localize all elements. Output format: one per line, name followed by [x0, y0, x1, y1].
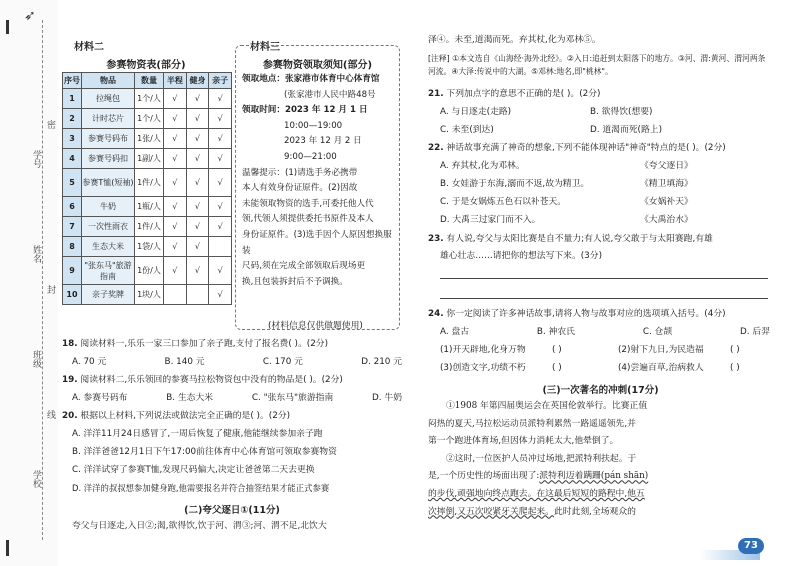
row-number: 3 [63, 129, 82, 149]
family-run-check: √ [209, 257, 232, 285]
half-marathon-check: √ [164, 149, 187, 169]
notice-line: 领取时间：2023 年 12 月 1 日 [242, 105, 368, 116]
notice-body [242, 72, 397, 290]
notice-line: 尺码,须在完成全部领取后现场更 [242, 261, 366, 272]
row-number: 10 [63, 285, 82, 305]
question-text: 下列加点字的意思不正确的是( )。(2分) [446, 89, 601, 99]
edge-bar [6, 20, 9, 34]
table-row [63, 217, 232, 237]
edge-bar [6, 540, 9, 556]
supplies-table [62, 72, 232, 305]
passage-line [428, 504, 773, 522]
school-label: 学校 [31, 470, 41, 488]
item-quantity: 1袋/人 [135, 237, 164, 257]
table-row [63, 237, 232, 257]
option-d[interactable]: D. 牛奶 [372, 393, 402, 403]
passage-line: 第一个跑进体育场,但因体力消耗太大,他晕倒了。 [428, 436, 619, 447]
answer-blank[interactable]: ( ) [552, 345, 562, 355]
answer-blank[interactable]: ( ) [730, 363, 740, 373]
passage-line: ②这时,一位医护人员冲过场地,把派特利扶起。于 [446, 453, 637, 464]
question-text: 有人说,夸父与太阳比赛是自不量力;有人说,夸父敢于与太阳赛跑,有雄 [446, 234, 713, 244]
col-header: 数量 [135, 73, 164, 89]
row-number: 4 [63, 149, 82, 169]
name-label: 姓名 [31, 245, 41, 263]
q19-options [72, 392, 402, 405]
passage-line [428, 468, 773, 486]
class-label: 班级 [31, 350, 41, 368]
passage-line: 闷热的夏天,马拉松运动员派特利累然一路遥遥领先,并 [428, 418, 636, 429]
option-b[interactable]: B. 140 元 [164, 357, 205, 367]
question-18 [62, 338, 402, 351]
question-number: 20. [62, 411, 78, 421]
supplies-table-title: 参赛物资表(部分) [106, 60, 186, 71]
option-d[interactable]: D. 210 元 [361, 357, 402, 367]
item-quantity: 1个/人 [135, 89, 164, 109]
family-run-check: √ [209, 169, 232, 197]
section-three-title: (三)一次著名的冲刺(17分) [542, 385, 659, 396]
item-name: 参赛T恤(短袖) [82, 169, 135, 197]
family-run-check: √ [209, 129, 232, 149]
fitness-run-check [186, 285, 209, 305]
item-name: 拉绳包 [82, 89, 135, 109]
cut-line [42, 20, 43, 540]
option-a[interactable]: A. 70 元 [72, 357, 107, 367]
question-number: 21. [428, 89, 444, 99]
row-number: 8 [63, 237, 82, 257]
cut-mark: 线 [45, 410, 55, 419]
item-quantity: 1张/人 [135, 129, 164, 149]
fitness-run-check: √ [186, 149, 209, 169]
question-19 [62, 374, 402, 387]
underlined-text: 派特利迈着蹒跚(pán shān) [539, 471, 649, 482]
q24-item-3: (3)创造文字,功绩不朽 [440, 363, 526, 373]
student-id-label: 学号 [31, 150, 41, 168]
family-run-check: √ [209, 285, 232, 305]
notice-line: 温馨提示：(1)请选手务必携带 [242, 167, 358, 178]
cut-mark: 密 [45, 120, 55, 129]
option-a[interactable]: A. 参赛号码布 [72, 393, 128, 403]
binding-strip [0, 0, 58, 566]
option-c[interactable]: C. 170 元 [262, 357, 303, 367]
q22-source-b: 《精卫填海》 [640, 179, 693, 189]
item-name: 亲子奖牌 [82, 285, 135, 305]
notice-line: 身份证原件。(3)选手因个人原因想换服装 [242, 229, 392, 256]
q21-option-a[interactable]: A. 与日逐走(走路) [440, 107, 512, 117]
page-number: 73 [738, 538, 764, 554]
table-row [63, 129, 232, 149]
question-number: 18. [62, 339, 78, 349]
section-two-prose-2: 泽④。未至,道渴而死。弃其杖,化为邓林⑤。 [428, 35, 601, 45]
q21-option-c[interactable]: C. 未至(到达) [440, 125, 494, 135]
q20-option-d[interactable]: D. 洋洋的叔叔想参加健身跑,他需要报名并符合抽签结果才能正式参赛 [72, 483, 330, 493]
notice-title: 参赛物资领取须知(部分) [262, 60, 373, 71]
fitness-run-check: √ [186, 109, 209, 129]
half-marathon-check: √ [164, 129, 187, 149]
half-marathon-check: √ [164, 89, 187, 109]
family-run-check: √ [209, 109, 232, 129]
q22-option-a[interactable]: A. 弃其杖,化为邓林。 [440, 161, 525, 171]
material-three-heading: 材料三 [250, 42, 280, 53]
underlined-text: 次摔倒,又五次咬紧牙关爬起来。 [428, 506, 554, 517]
item-quantity: 1瓶/人 [135, 197, 164, 217]
item-name: 牛奶 [82, 197, 135, 217]
question-23-cont: 雄心壮志……请把你的想法写下来。(3分) [440, 251, 603, 261]
passage-text: 是,一个历史性的场面出现了: [428, 471, 540, 482]
notice-line: 本人有效身份证原件。(2)因故 [242, 183, 358, 194]
passage-text: 此时此刻,全场观众的 [553, 506, 636, 517]
family-run-check: √ [209, 217, 232, 237]
table-row [63, 197, 232, 217]
item-name: 生态大米 [82, 237, 135, 257]
q21-option-b[interactable]: B. 欲得饮(想要) [590, 107, 653, 117]
table-row [63, 285, 232, 305]
annotation-note: [注释] ①本文选自《山海经·海外北经》。②入日:追赶到太阳落下的地方。③河、渭:黄河、渭河两条河流。④大泽:传说中的大湖。⑤邓林:地名,即"桃林"。 [428, 54, 766, 76]
rocket-icon: ➶ [24, 8, 36, 24]
question-22 [428, 142, 773, 155]
item-quantity: 1个/人 [135, 109, 164, 129]
fitness-run-check: √ [186, 257, 209, 285]
option-c[interactable]: C. "张东马"旅游指南 [251, 393, 334, 403]
name-option: B. 神农氏 [536, 327, 575, 337]
question-text: 根据以上材料,下列说法或做法完全正确的是( )。(2分) [80, 411, 291, 421]
table-row [63, 149, 232, 169]
answer-line[interactable] [440, 298, 768, 299]
question-text: 你一定阅读了许多神话故事,请将人物与故事对应的选项填入括号。(4分) [446, 309, 726, 319]
q24-item-4: (4)尝遍百草,治病救人 [618, 363, 704, 373]
q20-option-b[interactable]: B. 洋洋爸爸12月1日下午17:00前往体育中心体育馆可领取参赛物资 [72, 447, 337, 457]
col-header: 半程 [164, 73, 187, 89]
question-23 [428, 233, 773, 246]
item-name: 参赛号码扣 [82, 149, 135, 169]
row-number: 5 [63, 169, 82, 197]
section-two-title: (二)夸父逐日①(11分) [184, 505, 280, 516]
notice-line: 换,且包装拆封后不予调换。 [242, 276, 348, 287]
row-number: 6 [63, 197, 82, 217]
item-name: 一次性雨衣 [82, 217, 135, 237]
answer-blank[interactable]: ( ) [552, 363, 562, 373]
item-name: 计时芯片 [82, 109, 135, 129]
item-quantity: 1份/人 [135, 257, 164, 285]
q24-names [440, 326, 770, 339]
question-text: 神话故事充满了神奇的想象,下列不能体现神话"神奇"特点的是( )。(2分) [446, 143, 726, 153]
notice-line: 领取地点：张家港市体育中心体育馆 [242, 74, 380, 84]
q21-option-d[interactable]: D. 道渴而死(路上) [590, 125, 663, 135]
name-option: D. 后羿 [740, 327, 770, 337]
family-run-check: √ [209, 197, 232, 217]
table-row [63, 89, 232, 109]
half-marathon-check: √ [164, 257, 187, 285]
question-24 [428, 308, 773, 321]
notice-line: 2023 年 12 月 2 日 [284, 136, 362, 147]
table-row [63, 109, 232, 129]
q18-options [72, 356, 402, 369]
passage-line: ①1908 年第四届奥运会在英国伦敦举行。比赛正值 [446, 401, 648, 411]
col-header: 亲子 [209, 73, 232, 89]
answer-blank[interactable]: ( ) [730, 345, 740, 355]
fitness-run-check: √ [186, 89, 209, 109]
row-number: 2 [63, 109, 82, 129]
item-quantity: 1件/人 [135, 169, 164, 197]
notice-line: 领,代领人须提供委托书原件及本人 [242, 214, 374, 225]
question-number: 19. [62, 375, 78, 385]
row-number: 1 [63, 89, 82, 109]
item-name: "张东马"旅游指南 [82, 257, 135, 285]
q22-option-b[interactable]: B. 女娃游于东海,溺而不返,故为精卫。 [440, 179, 590, 189]
half-marathon-check: √ [164, 109, 187, 129]
half-marathon-check [164, 285, 187, 305]
underlined-line: 的步伐,顽强地向终点跑去。在这最后短短的路程中,他五 [428, 488, 645, 499]
notice-line: 9:00—21:00 [284, 151, 337, 162]
material-footnote: (材料信息仅供做题使用) [268, 321, 363, 331]
q22-source-d: 《大禹治水》 [640, 215, 693, 225]
question-20 [62, 410, 402, 423]
fitness-run-check: √ [186, 217, 209, 237]
q22-option-c[interactable]: C. 于是女娲炼五色石以补苍天。 [440, 197, 567, 207]
row-number: 9 [63, 257, 82, 285]
fitness-run-check: √ [186, 169, 209, 197]
option-b[interactable]: B. 生态大米 [166, 393, 214, 403]
table-row [63, 257, 232, 285]
question-number: 23. [428, 234, 444, 244]
col-header: 健身 [186, 73, 209, 89]
half-marathon-check: √ [164, 197, 187, 217]
question-number: 24. [428, 309, 444, 319]
family-run-check: √ [209, 89, 232, 109]
notice-line: 未能领取物资的选手,可委托他人代 [242, 198, 374, 209]
col-header: 序号 [63, 73, 82, 89]
q22-source-c: 《女娲补天》 [640, 197, 693, 207]
q24-item-1: (1)开天辟地,化身万物 [440, 345, 526, 355]
section-two-prose-1: 夸父与日逐走,入日②;渴,欲得饮,饮于河、渭③;河、渭不足,北饮大 [72, 521, 327, 531]
row-number: 7 [63, 217, 82, 237]
fitness-run-check: √ [186, 129, 209, 149]
q20-option-a[interactable]: A. 洋洋11月24日感冒了,一周后恢复了健康,他能继续参加亲子跑 [72, 429, 323, 439]
half-marathon-check: √ [164, 169, 187, 197]
question-text: 阅读材料二,乐乐领回的参赛马拉松物资包中没有的物品是( )。(2分) [80, 375, 343, 385]
fitness-run-check: √ [186, 237, 209, 257]
q24-item-2: (2)射下九日,为民造福 [618, 345, 704, 355]
q22-option-d[interactable]: D. 大禹三过家门而不入。 [440, 215, 541, 225]
cut-mark: 封 [45, 285, 55, 294]
section-three-passage [428, 398, 773, 521]
answer-line[interactable] [440, 278, 768, 279]
table-row [63, 169, 232, 197]
fitness-run-check: √ [186, 197, 209, 217]
half-marathon-check: √ [164, 237, 187, 257]
name-option: A. 盘古 [440, 327, 470, 337]
q20-option-c[interactable]: C. 洋洋试穿了参赛T恤,发现尺码偏大,决定让爸爸第二天去更换 [72, 465, 315, 475]
col-header: 物品 [82, 73, 135, 89]
q22-source-a: 《夸父逐日》 [640, 161, 693, 171]
question-21 [428, 88, 768, 101]
item-quantity: 1副/人 [135, 149, 164, 169]
notice-line: (张家港市人民中路48号 [284, 89, 376, 100]
family-run-check: √ [209, 149, 232, 169]
item-quantity: 1块/人 [135, 285, 164, 305]
notice-line: 10:00—19:00 [284, 120, 343, 131]
item-name: 参赛号码布 [82, 129, 135, 149]
material-two-heading: 材料二 [74, 42, 104, 53]
item-quantity: 1件/人 [135, 217, 164, 237]
question-text: 阅读材料一,乐乐一家三口参加了亲子跑,支付了报名费( )。(2分) [80, 339, 329, 349]
name-option: C. 仓颉 [642, 327, 673, 337]
half-marathon-check: √ [164, 217, 187, 237]
question-number: 22. [428, 143, 444, 153]
family-run-check [209, 237, 232, 257]
